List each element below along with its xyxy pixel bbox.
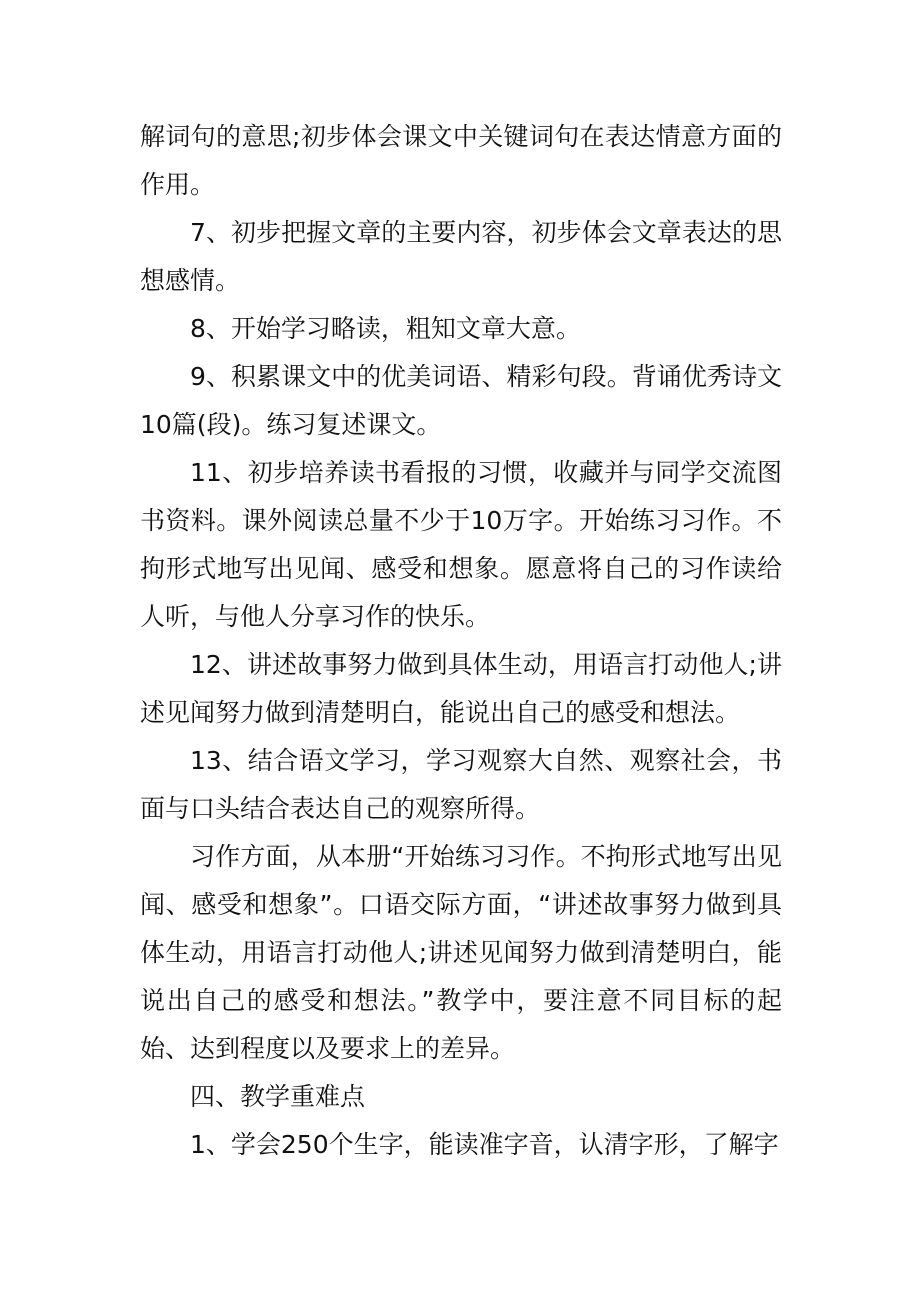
paragraph-6: 12、讲述故事努力做到具体生动，用语言打动他人;讲述见闻努力做到清楚明白，能说出自己的感受和想法。 xyxy=(140,650,782,727)
section-heading: 四、教学重难点 xyxy=(190,1082,366,1111)
paragraph-2: 7、初步把握文章的主要内容，初步体会文章表达的思想感情。 xyxy=(140,218,782,295)
paragraph-3: 8、开始学习略读，粗知文章大意。 xyxy=(190,314,581,343)
paragraph-4: 9、积累课文中的优美词语、精彩句段。背诵优秀诗文10篇(段)。练习复述课文。 xyxy=(140,362,782,439)
paragraph-5: 11、初步培养读书看报的习惯，收藏并与同学交流图书资料。课外阅读总量不少于10万字。开始练习习作。不拘形式地写出见闻、感受和想象。愿意将自己的习作读给人听，与他人分享习作的快乐。 xyxy=(140,458,782,631)
paragraph-1: 解词句的意思;初步体会课文中关键词句在表达情意方面的作用。 xyxy=(140,122,782,199)
paragraph-8: 习作方面，从本册“开始练习习作。不拘形式地写出见闻、感受和想象”。口语交际方面，“讲述故事努力做到具体生动，用语言打动他人;讲述见闻努力做到清楚明白，能说出自己的感受和想法。”教学中，要注意不同目标的起始、达到程度以及要求上的差异。 xyxy=(140,842,782,1063)
paragraph-7: 13、结合语文学习，学习观察大自然、观察社会，书面与口头结合表达自己的观察所得。 xyxy=(140,746,782,823)
paragraph-10: 1、学会250个生字，能读准字音，认清字形，了解字 xyxy=(190,1130,779,1159)
document-page xyxy=(140,113,782,1169)
